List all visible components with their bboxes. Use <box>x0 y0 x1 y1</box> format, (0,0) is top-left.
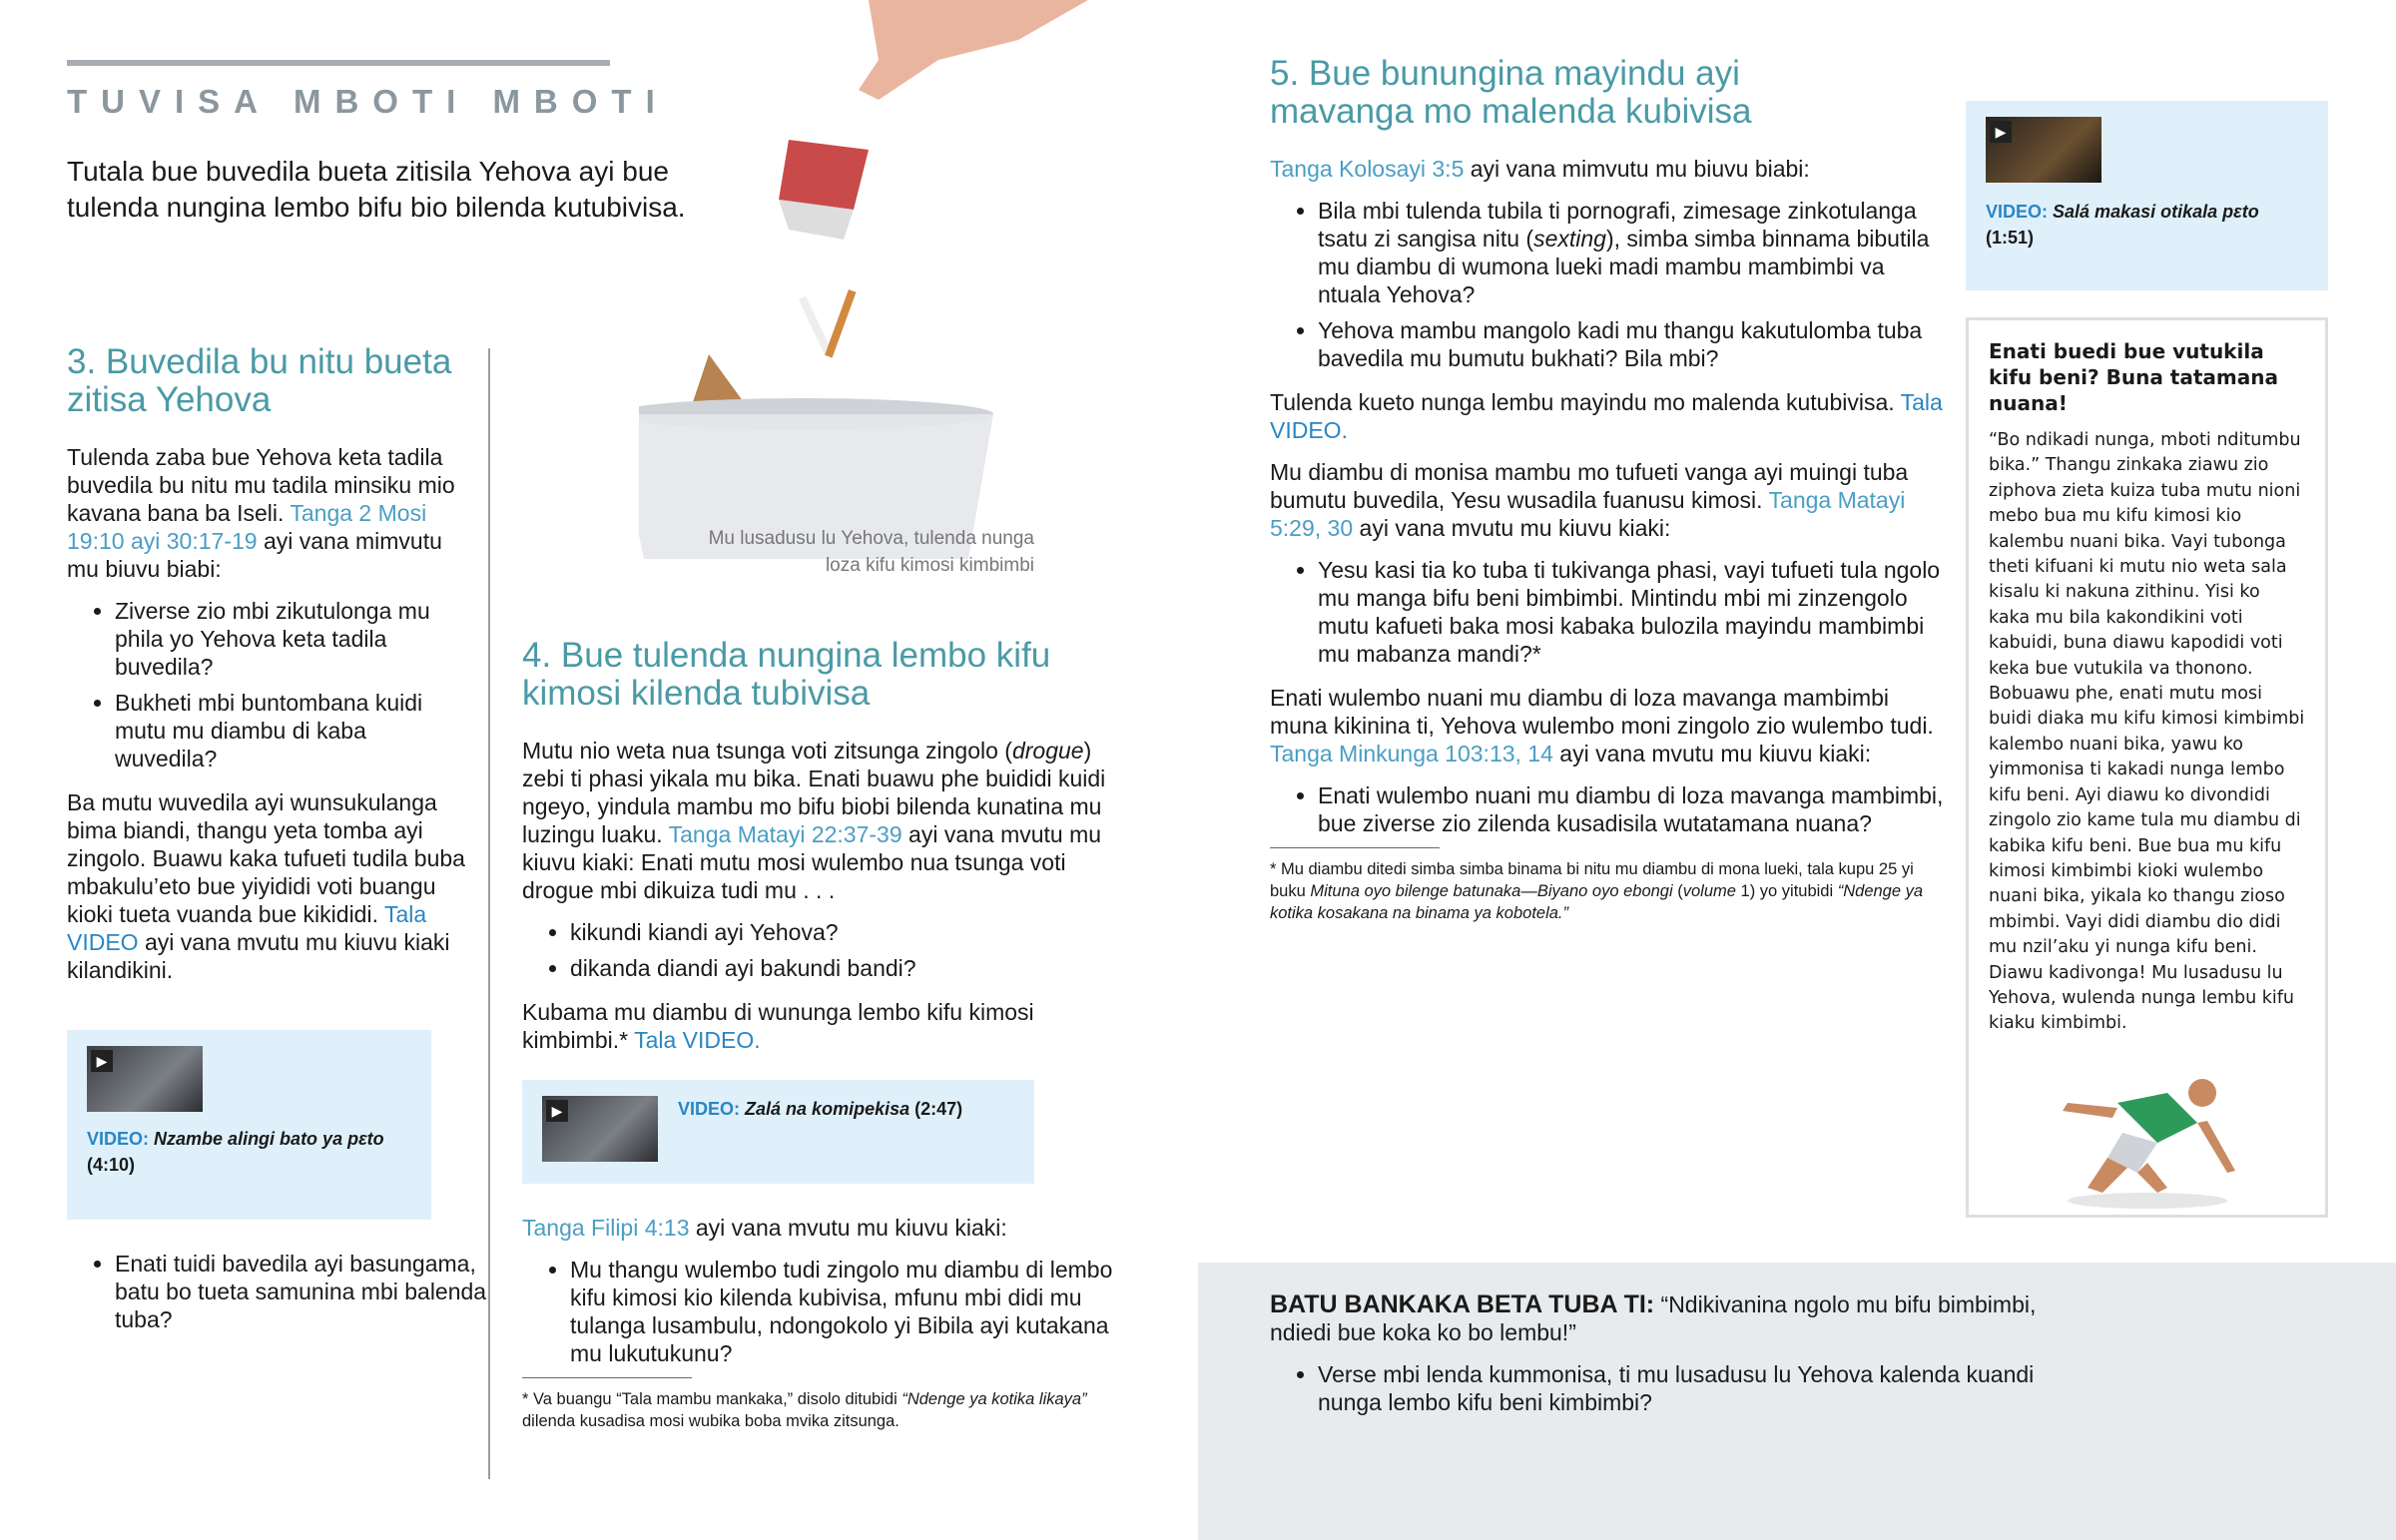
video-title: Salá makasi otikala pɛto <box>2053 202 2259 222</box>
video-duration: (4:10) <box>87 1155 136 1175</box>
list-item: • kikundi kiandi ayi Yehova? <box>570 918 1133 946</box>
bottom-panel-content <box>1270 1290 2069 1432</box>
watch-video-link[interactable]: Tala VIDEO. <box>1270 389 1943 443</box>
watch-video-link[interactable]: Tala VIDEO <box>67 901 427 955</box>
footnote: * Mu diambu ditedi simba simba binama bi nitu mu diambu di mona lueki, tala kupu 25 yi buku Mituna oyo bilenge batunaka—Biyano oyo ebongi (volume 1) yo yitubidi “Ndenge ya kotika kosakana na binama ya kobotela.” <box>1270 860 1924 922</box>
scripture-link[interactable]: Tanga Matayi 22:37-39 <box>668 821 902 847</box>
bottom-lead: BATU BANKAKA BETA TUBA TI: <box>1270 1290 1655 1318</box>
video-box-1[interactable]: ▶ VIDEO: Nzambe alingi bato ya pɛto (4:10) <box>67 1030 431 1220</box>
video-thumbnail[interactable] <box>1986 117 2101 183</box>
video-duration: (2:47) <box>914 1099 963 1119</box>
list-item: • Ziverse zio mbi zikutulonga mu phila yo Yehova keta tadila buvedila? <box>115 597 466 681</box>
bottom-quote: “Ndikivanina ngolo mu bifu bimbimbi, ndiedi bue koka ko bo lembu!” <box>1270 1291 2037 1345</box>
video-title: Zalá na komipekisa <box>745 1099 910 1119</box>
list-item: • Mu thangu wulembo tudi zingolo mu diambu di lembo kifu kimosi kio kilenda kubivisa, mfunu mbi didi mu tulanga lusambulu, ndongokolo yi Bibila ayi kutakana mu lukutukunu? <box>570 1256 1133 1367</box>
list-item: • Bila mbi tulenda tubila ti pornografi, zimesage zinkotulanga tsatu zi sangisa nitu (sexting), simba simba binnama bibutila mu diambu di wumona lueki madi mambu mambimbi va ntuala Yehova? <box>1318 197 1949 308</box>
scripture-link[interactable]: Tanga Matayi 5:29, 30 <box>1270 487 1906 541</box>
list-item: • Bukheti mbi buntombana kuidi mutu mu diambu di kaba wuvedila? <box>115 689 466 772</box>
scripture-link[interactable]: Tanga 2 Mosi 19:10 ayi 30:17-19 <box>67 500 427 554</box>
section-5: 5. Bue bunungina mayindu ayi mavanga mo malenda kubivisa Tanga Kolosayi 3:5 ayi vana mimvutu mu biuvu biabi: • Bila mbi tulenda tubila ti pornografi, zimesage zinkotulanga tsatu zi sangisa nitu (sexting), simba simba binnama bibutila mu diambu di wumona lueki madi mambu mambimbi va ntuala Yehova? • Yehova mambu mangolo kadi mu thangu kakutulomba tuba bavedila mu bumutu bukhati? Bila mbi? Tulenda kueto nunga lembu mayindu mo malenda kutubivisa. Tala VIDEO. Mu diambu di monisa mambu mo tufueti vanga ayi muingi tuba bumutu buvedila, Yesu wusadila fuanusu kimosi. Tanga Matayi 5:29, 30 ayi vana mvutu mu kiuvu kiaki: • Yesu kasi tia ko tuba ti tukivanga phasi, vayi tufueti tula ngolo mu manga bifu beni bimbimbi. Mintindu mbi mi zinzengolo mutu kafueti baka mosi kabaka bulozila mayindu mambimbi mu mabanza mandi?* Enati wulembo nuani mu diambu di loza mavanga mambimbi muna kikinina ti, Yehova wulembo moni zingolo zio wulembo tudi. Tanga Minkunga 103:13, 14 ayi vana mvutu mu kiuvu kiaki: • Enati wulembo nuani mu diambu di loza mavanga mambimbi, bue ziverse zio zilenda kusadisila wutatamana nuana? * Mu diambu ditedi simba simba binama bi nitu mu diambu di mona lueki, tala kupu 25 yi buku Mituna oyo bilenge batunaka—Biyano oyo ebongi (volume 1) yo yitubidi “Ndenge ya kotika kosakana na binama ya kobotela.” <box>1270 55 1949 924</box>
section-3 <box>67 343 466 998</box>
list-item: • Enati tuidi bavedila ayi basungama, batu bo tueta samunina mbi balenda tuba? <box>115 1250 514 1333</box>
play-icon: ▶ <box>546 1100 568 1122</box>
scripture-link[interactable]: Tanga Kolosayi 3:5 <box>1270 156 1465 182</box>
sidebar-heading: Enati buedi bue vutukila kifu beni? Buna tatamana nuana! <box>1989 339 2278 415</box>
section-4-heading: 4. Bue tulenda nungina lembo kifu kimosi kilenda tubivisa <box>522 636 1051 713</box>
sidebar-box <box>1966 317 2328 1218</box>
scripture-link[interactable]: Tanga Minkunga 103:13, 14 <box>1270 741 1553 767</box>
runner-illustration <box>2048 1063 2247 1213</box>
section-3-paragraph-2: Ba mutu wuvedila ayi wunsukulanga bima biandi, thangu yeta tomba ayi zingolo. Buawu kaka tufueti tudila buba mbakulu’eto bue yiyididi voti buangu kioki tueta vuanda bue kikididi. Tala VIDEO ayi vana mvutu mu kiuvu kiaki kilandikini. <box>67 789 465 983</box>
video-thumbnail[interactable] <box>542 1096 658 1162</box>
section-5-heading: 5. Bue bunungina mayindu ayi mavanga mo malenda kubivisa <box>1270 54 1752 131</box>
kicker-title: TUVISA MBOTI MBOTI <box>67 83 669 120</box>
sidebar-body: “Bo ndikadi nunga, mboti nditumbu bika.” Thangu zinkaka ziawu zio ziphova zieta kuiza tuba mutu nioni mebo bua mu kifu kimosi kio kalembu nuani bika. Vayi tubonga theti kifuani ki mutu nio weta sala kisalu ki nakuna zithinu. Yisi ko kaka mu bila kakondikini voti kabuidi, buna diawu kapodidi voti keka bue vutukila va thonono. Bobuawu phe, enati mutu mosi buidi diaka mu kifu kimosi kimbimbi kalembo nuani bika, yawu ko yimmonisa ti kakadi nunga lembo kifu beni. Ayi diawu ko divondidi zingolo zio kame tula mu diambu di kabika kifu beni. Bue bua mu kifu kimosi kimbimbi kioki wulembo nuani bika, yikala ko thangu zioso mbimbi. Vayi didi diambu dio didi mu nzil’aku yi nunga kifu beni. Diawu kadivonga! Mu lusadusu lu Yehova, wulenda nunga lembu kifu kiaku kimbimbi. <box>1989 430 2305 1034</box>
section-3-questions <box>67 597 466 772</box>
section-3-paragraph-1: Tulenda zaba bue Yehova keta tadila buvedila bu nitu mu tadila minsiku mio kavana bana ba Iseli. Tanga 2 Mosi 19:10 ayi 30:17-19 ayi vana mimvutu mu biuvu biabi: <box>67 444 455 582</box>
scripture-link[interactable]: Tanga Filipi 4:13 <box>522 1215 690 1241</box>
footnote-rule <box>1270 847 1440 848</box>
video-box-2[interactable]: ▶ VIDEO: Zalá na komipekisa (2:47) <box>522 1080 1034 1184</box>
trash-can-illustration <box>639 0 1098 559</box>
list-item: • Enati wulembo nuani mu diambu di loza mavanga mambimbi, bue ziverse zio zilenda kusadisila wutatamana nuana? <box>1318 781 1949 837</box>
list-item: • Yesu kasi tia ko tuba ti tukivanga phasi, vayi tufueti tula ngolo mu manga bifu beni bimbimbi. Mintindu mbi mi zinzengolo mutu kafueti baka mosi kabaka bulozila mayindu mambimbi mu mabanza mandi?* <box>1318 556 1949 668</box>
video-thumbnail[interactable] <box>87 1046 203 1112</box>
section-4: 4. Bue tulenda nungina lembo kifu kimosi kilenda tubivisa Mutu nio weta nua tsunga voti zitsunga zingolo (drogue) zebi ti phasi yikala mu bika. Enati buawu phe buididi kuidi ngeyo, yindula mambu mo bifu biobi bilenda kunatina mu luzingu luaku. Tanga Matayi 22:37-39 ayi vana mvutu mu kiuvu kiaki: Enati mutu mosi wulembo nua tsunga voti drogue mbi dikuiza tudi mu . . . • kikundi kiandi ayi Yehova? • dikanda diandi ayi bakundi bandi? Kubama mu diambu di wununga lembo kifu kimosi kimbimbi.* Tala VIDEO. ▶ VIDEO: Zalá na komipekisa (2:47) Tanga Filipi 4:13 ayi vana mvutu mu kiuvu kiaki: • Mu thangu wulembo tudi zingolo mu diambu di lembo kifu kimosi kio kilenda kubivisa, mfunu mbi didi mu tulanga lusambulu, ndongokolo yi Bibila ayi kutakana mu lukutukunu? * Va buangu “Tala mambu mankaka,” disolo ditubidi “Ndenge ya kotika likaya” dilenda kusadisa mosi wubika boba mvika zitsunga. <box>522 637 1133 1432</box>
image-caption: Mu lusadusu lu Yehova, tulenda nunga loza kifu kimosi kimbimbi <box>708 528 1034 576</box>
footnote-rule <box>522 1377 692 1378</box>
intro-text: Tutala bue buvedila bueta zitisila Yehova ayi bue tulenda nungina lembo bifu bio bilenda kutubivisa. <box>67 156 686 223</box>
play-icon: ▶ <box>1990 121 2012 143</box>
watch-video-link[interactable]: Tala VIDEO. <box>634 1027 761 1053</box>
list-item: • Yehova mambu mangolo kadi mu thangu kakutulomba tuba bavedila mu bumutu bukhati? Bila mbi? <box>1318 316 1949 372</box>
play-icon: ▶ <box>91 1050 113 1072</box>
video-title: Nzambe alingi bato ya pɛto <box>154 1129 384 1149</box>
section-3-heading: 3. Buvedila bu nitu bueta zitisa Yehova <box>67 342 452 419</box>
footnote: * Va buangu “Tala mambu mankaka,” disolo ditubidi “Ndenge ya kotika likaya” dilenda kusadisa mosi wubika boba mvika zitsunga. <box>522 1390 1087 1430</box>
list-item: • Verse mbi lenda kummonisa, ti mu lusadusu lu Yehova kalenda kuandi nunga lembo kifu beni kimbimbi? <box>1318 1360 2069 1416</box>
video-duration: (1:51) <box>1986 228 2035 248</box>
video-box-3[interactable]: ▶ VIDEO: Salá makasi otikala pɛto (1:51) <box>1966 101 2328 290</box>
list-item: • dikanda diandi ayi bakundi bandi? <box>570 954 1133 982</box>
top-rule <box>67 60 610 66</box>
